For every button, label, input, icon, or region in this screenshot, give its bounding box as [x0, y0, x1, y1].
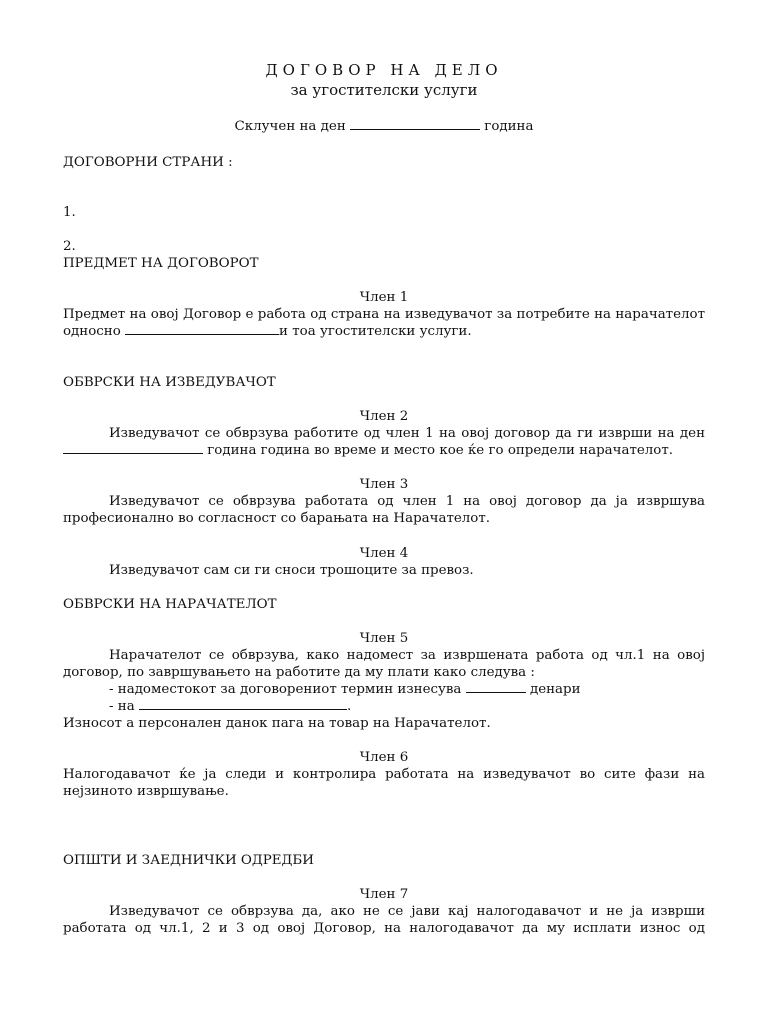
article-6-text: Налогодавачот ќе ја следи и контролира работата на изведувачот во сите фази на нејзиното извршување.: [63, 767, 705, 799]
article-1-suffix: и тоа угостителски услуги.: [279, 324, 472, 339]
payee-suffix: .: [346, 699, 352, 714]
article-6-title: Член 6: [359, 750, 409, 765]
article-2-line-1: Изведувачот се обврзува работите од член 1 на овој договор да ги изврши на ден: [109, 426, 705, 441]
article-7-title: Член 7: [359, 887, 409, 902]
payee-blank: [139, 698, 347, 710]
concluded-line: [63, 118, 705, 135]
contractor-heading: ОБВРСКИ НА ИЗВЕДУВАЧОТ: [63, 375, 276, 390]
general-heading: ОПШТИ И ЗАЕДНИЧКИ ОДРЕДБИ: [63, 853, 314, 868]
service-blank: [125, 323, 279, 335]
article-4-title: Член 4: [359, 546, 409, 561]
article-2-title: Член 2: [359, 409, 409, 424]
fee-line: [63, 681, 705, 698]
payee-line: [63, 698, 705, 715]
article-3-text: Изведувачот се обврзува работата од член 1 на овој договор да ја извршува професионално во согласност со барањата на Нарачателот.: [63, 494, 705, 526]
party-1: 1.: [63, 205, 76, 220]
fee-blank: [466, 681, 526, 693]
parties-heading: ДОГОВОРНИ СТРАНИ :: [63, 155, 233, 170]
fee-prefix: - надоместокот за договорениот термин изнесува: [109, 682, 462, 697]
article-3-title: Член 3: [359, 477, 409, 492]
client-heading: ОБВРСКИ НА НАРАЧАТЕЛОТ: [63, 597, 277, 612]
day-blank: [63, 442, 203, 454]
party-2: 2.: [63, 239, 76, 254]
document-title: ДОГОВОР НА ДЕЛО: [265, 61, 503, 79]
article-1-prefix: односно: [63, 324, 121, 339]
article-1-line-1: Предмет на овој Договор е работа од страна на изведувачот за потребите на нарачателот: [63, 307, 705, 322]
article-2-line-2: [63, 442, 705, 459]
article-5-title: Член 5: [359, 631, 409, 646]
payee-prefix: - на: [109, 699, 135, 714]
subject-heading: ПРЕДМЕТ НА ДОГОВОРОТ: [63, 256, 259, 271]
concluded-prefix: Склучен на ден: [234, 119, 346, 134]
date-blank: [350, 118, 480, 130]
article-7-line-2: работата од чл.1, 2 и 3 од овој Договор, на налогодавачот да му исплати износ од: [63, 921, 705, 936]
fee-suffix: денари: [529, 682, 581, 697]
concluded-suffix: година: [484, 119, 534, 134]
article-1-line-2: [63, 323, 705, 340]
article-7-line-1: Изведувачот се обврзува да, ако не се јави кај налогодавачот и не ја изврши: [109, 904, 705, 919]
article-4-text: Изведувачот сам си ги сноси трошоците за превоз.: [109, 563, 474, 578]
article-2-line-2-text: година година во време и место кое ќе го определи нарачателот.: [207, 443, 674, 458]
tax-line: Износот а персонален данок пага на товар на Нарачателот.: [63, 716, 491, 731]
document-subtitle: за угостителски услуги: [290, 81, 478, 99]
article-1-title: Член 1: [359, 290, 409, 305]
article-5-text: Нарачателот се обврзува, како надомест за извршената работа од чл.1 на овој договор, по завршувањето на работите да му плати како следува :: [63, 648, 705, 680]
